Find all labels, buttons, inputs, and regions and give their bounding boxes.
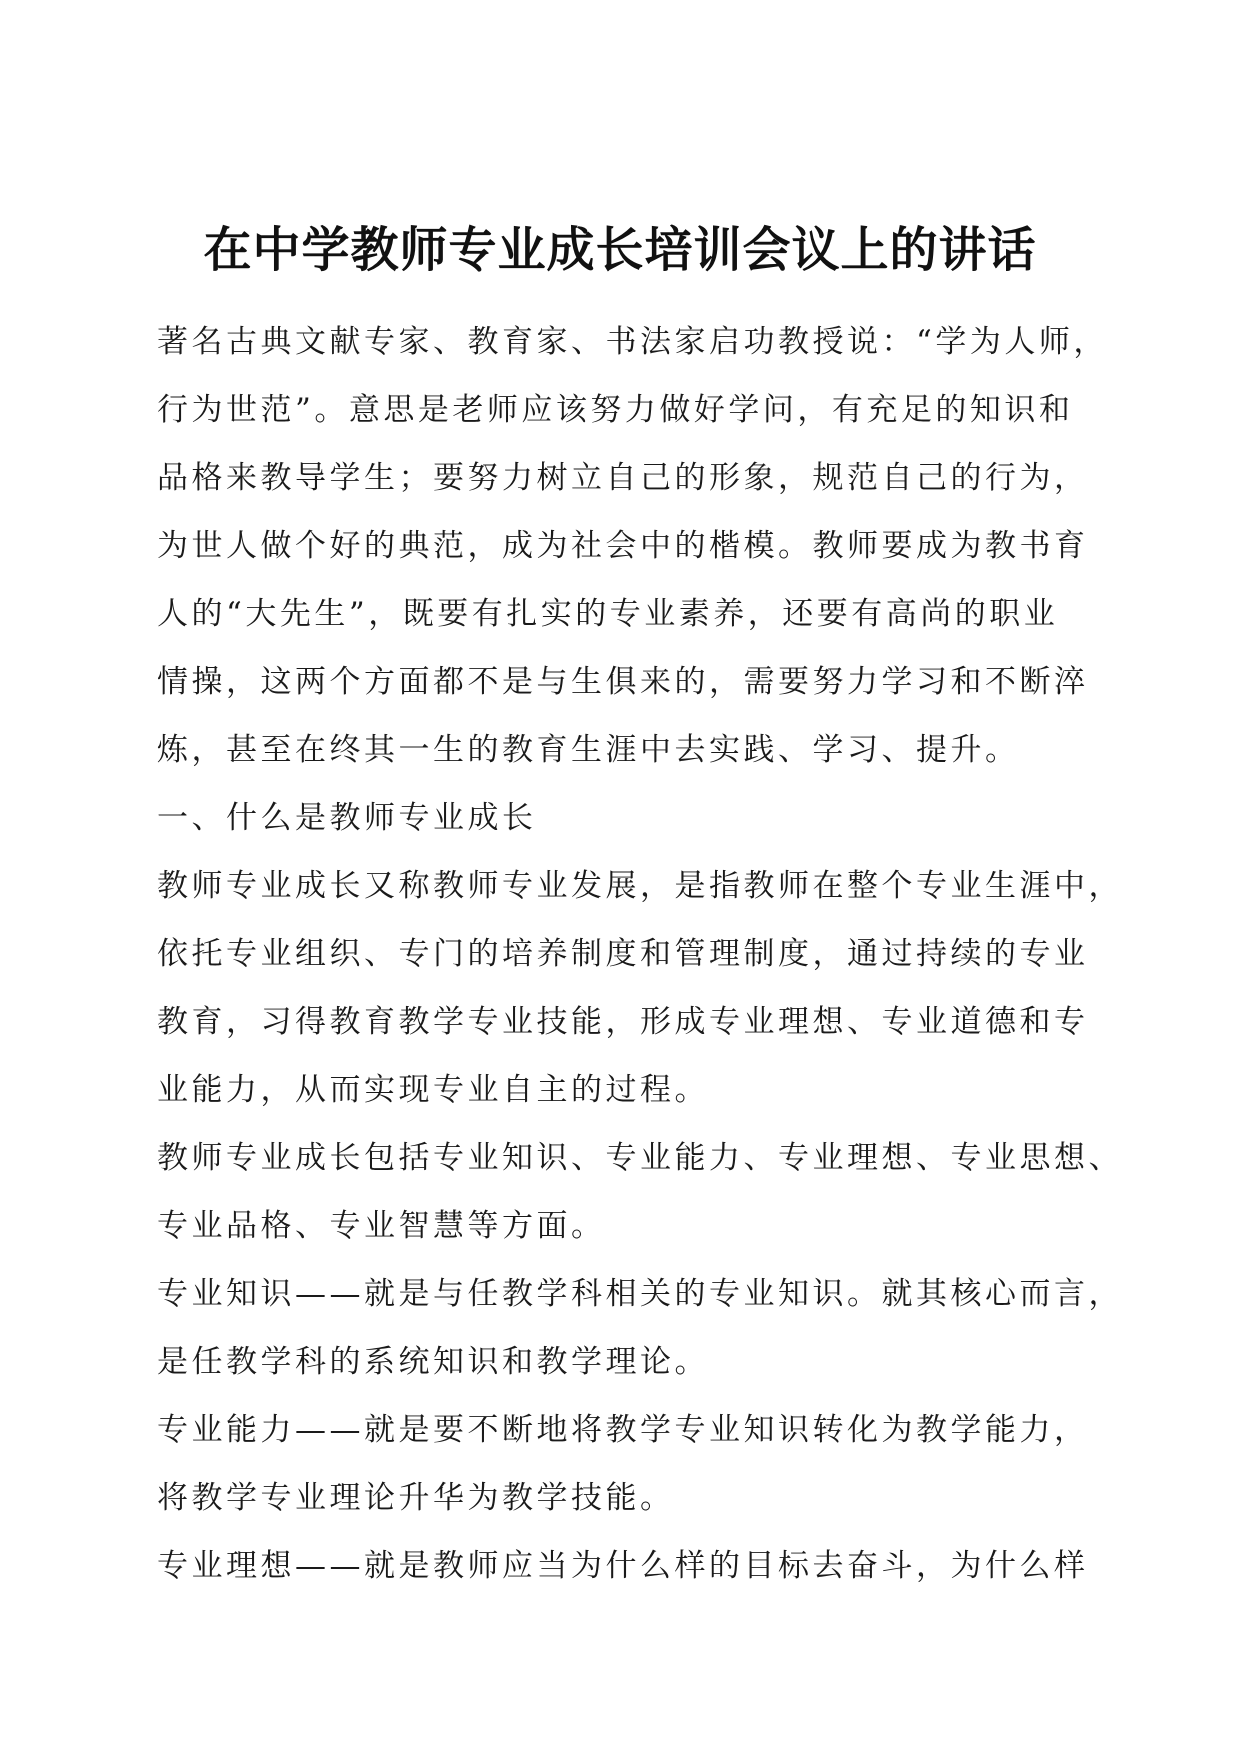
body-line: 依托专业组织、专门的培养制度和管理制度，通过持续的专业 <box>157 936 1089 972</box>
body-line: 专业品格、专业智慧等方面。 <box>157 1208 606 1244</box>
body-line: 品格来教导学生；要努力树立自己的形象，规范自己的行为， <box>157 460 1089 496</box>
body-line: 专业理想——就是教师应当为什么样的目标去奋斗，为什么样 <box>157 1548 1089 1584</box>
body-line: 教师专业成长包括专业知识、专业能力、专业理想、专业思想、 <box>157 1140 1123 1176</box>
body-line: 炼，甚至在终其一生的教育生涯中去实践、学习、提升。 <box>157 732 1020 768</box>
body-line: 业能力，从而实现专业自主的过程。 <box>157 1072 709 1108</box>
body-line: 行为世范”。意思是老师应该努力做好学问，有充足的知识和 <box>157 392 1074 428</box>
body-line: 人的“大先生”，既要有扎实的专业素养，还要有高尚的职业 <box>157 596 1059 632</box>
body-line: 是任教学科的系统知识和教学理论。 <box>157 1344 709 1380</box>
body-line: 专业知识——就是与任教学科相关的专业知识。就其核心而言， <box>157 1276 1123 1312</box>
body-line: 著名古典文献专家、教育家、书法家启功教授说：“学为人师， <box>157 324 1108 360</box>
section-heading: 一、什么是教师专业成长 <box>157 800 537 836</box>
document-title: 在中学教师专业成长培训会议上的讲话 <box>203 222 1037 278</box>
body-line: 将教学专业理论升华为教学技能。 <box>157 1480 675 1516</box>
body-line: 专业能力——就是要不断地将教学专业知识转化为教学能力， <box>157 1412 1089 1448</box>
body-line: 情操，这两个方面都不是与生俱来的，需要努力学习和不断淬 <box>157 664 1089 700</box>
body-line: 教育，习得教育教学专业技能，形成专业理想、专业道德和专 <box>157 1004 1089 1040</box>
body-line: 为世人做个好的典范，成为社会中的楷模。教师要成为教书育 <box>157 528 1089 564</box>
body-line: 教师专业成长又称教师专业发展，是指教师在整个专业生涯中， <box>157 868 1123 904</box>
